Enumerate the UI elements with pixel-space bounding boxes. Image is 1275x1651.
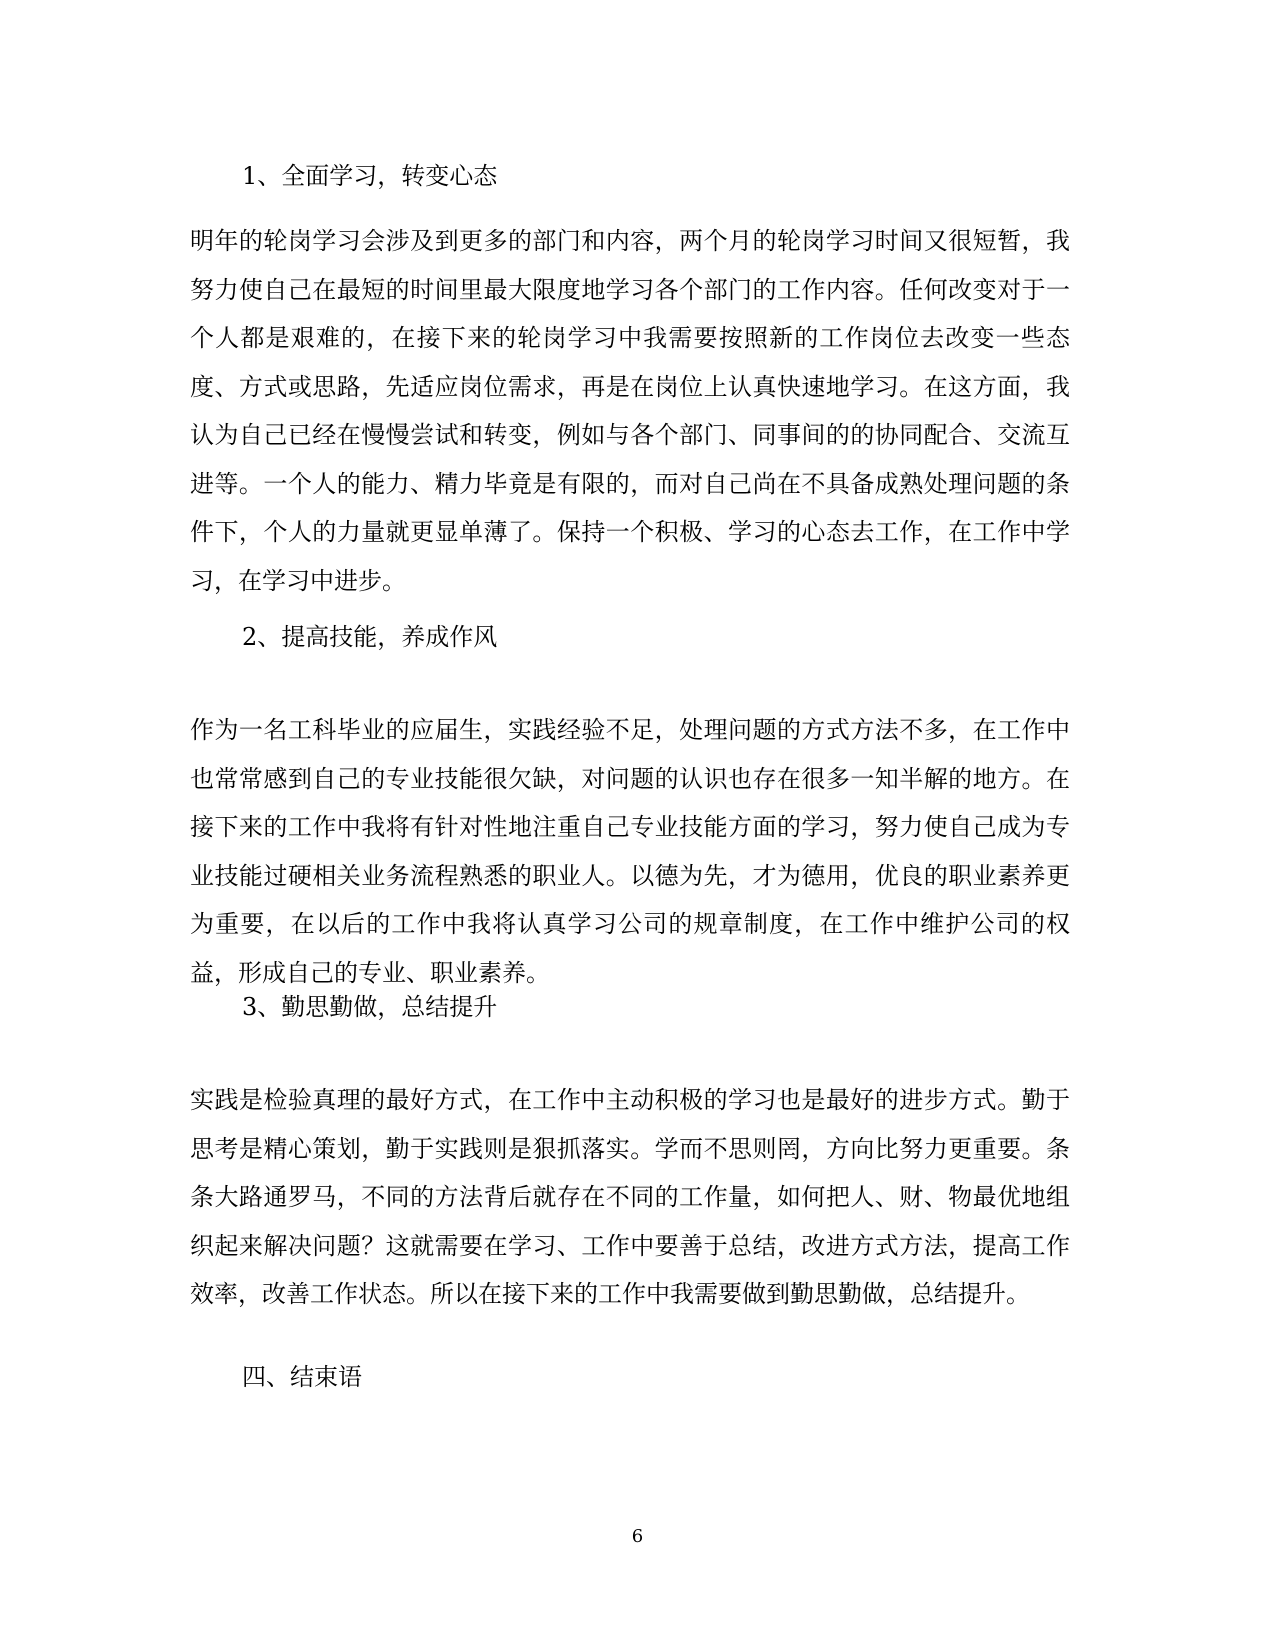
closing-heading: 四、结束语	[242, 1363, 362, 1391]
section-body-3: 实践是检验真理的最好方式，在工作中主动积极的学习也是最好的进步方式。勤于思考是精心策划，勤于实践则是狠抓落实。学而不思则罔，方向比努力更重要。条条大路通罗马，不同的方法背后就存在不同的工作量，如何把人、财、物最优地组织起来解决问题？这就需要在学习、工作中要善于总结，改进方式方法，提高工作效率，改善工作状态。所以在接下来的工作中我需要做到勤思勤做，总结提升。	[190, 1086, 1070, 1308]
section-heading-3: 3、勤思勤做，总结提升	[242, 993, 498, 1021]
page-number: 6	[631, 1526, 644, 1547]
section-body-2: 作为一名工科毕业的应届生，实践经验不足，处理问题的方式方法不多，在工作中也常常感到自己的专业技能很欠缺，对问题的认识也存在很多一知半解的地方。在接下来的工作中我将有针对性地注重自己专业技能方面的学习，努力使自己成为专业技能过硬相关业务流程熟悉的职业人。以德为先，才为德用，优良的职业素养更为重要，在以后的工作中我将认真学习公司的规章制度，在工作中维护公司的权益，形成自己的专业、职业素养。	[190, 716, 1070, 987]
section-body-1: 明年的轮岗学习会涉及到更多的部门和内容，两个月的轮岗学习时间又很短暂，我努力使自己在最短的时间里最大限度地学习各个部门的工作内容。任何改变对于一个人都是艰难的，在接下来的轮岗学习中我需要按照新的工作岗位去改变一些态度、方式或思路，先适应岗位需求，再是在岗位上认真快速地学习。在这方面，我认为自己已经在慢慢尝试和转变，例如与各个部门、同事间的的协同配合、交流互进等。一个人的能力、精力毕竟是有限的，而对自己尚在不具备成熟处理问题的条件下，个人的力量就更显单薄了。保持一个积极、学习的心态去工作，在工作中学习，在学习中进步。	[190, 227, 1070, 595]
section-heading-2: 2、提高技能，养成作风	[242, 623, 498, 651]
section-heading-1: 1、全面学习，转变心态	[242, 162, 498, 190]
